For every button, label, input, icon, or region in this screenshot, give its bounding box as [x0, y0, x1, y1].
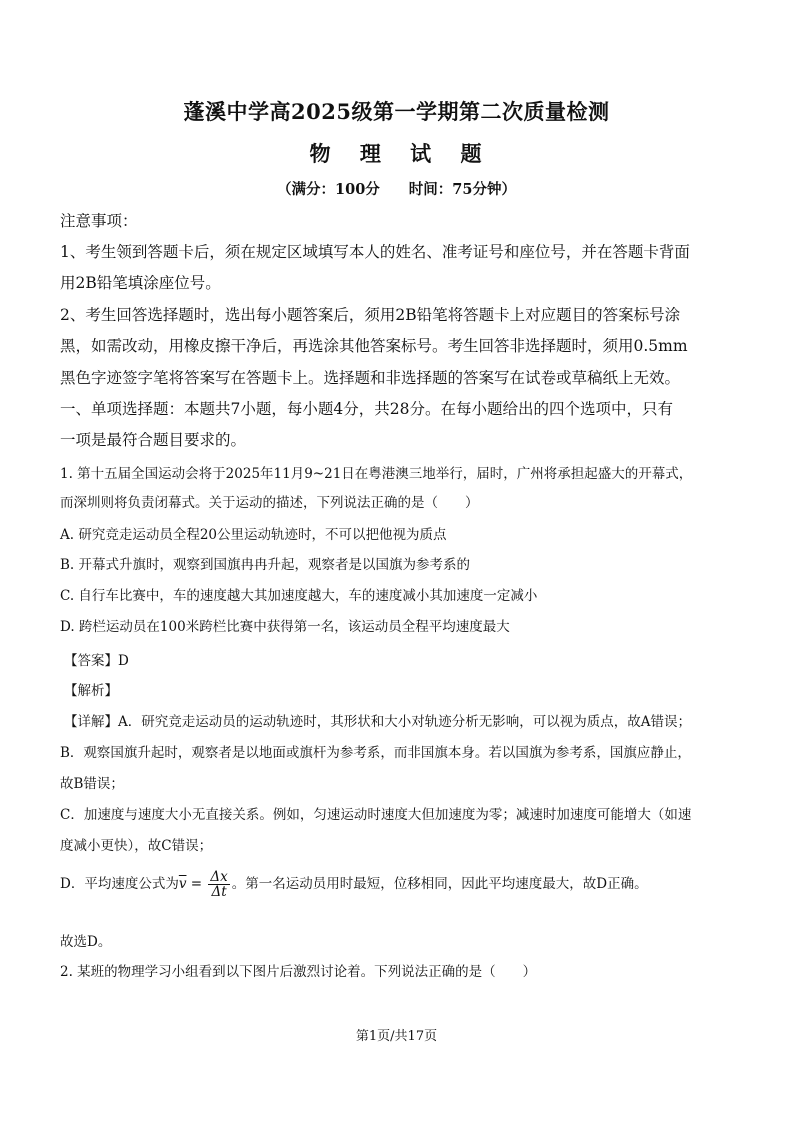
- question-1-stem-line-2: 而深圳则将负责闭幕式。关于运动的描述，下列说法正确的是（ ）: [60, 495, 479, 511]
- question-1-stem-line-1: 1. 第十五届全国运动会将于2025年11月9~21日在粤港澳三地举行，届时，广州将承担起盛大的开幕式，: [60, 466, 693, 482]
- question-1-detail-line-2: B．观察国旗升起时，观察者是以地面或旗杆为参考系，而非国旗本身。若以国旗为参考系，国旗应静止，: [60, 745, 691, 761]
- notes-heading: 注意事项：: [60, 212, 138, 230]
- formula-v-bar: $\overline{v}$: [178, 876, 187, 893]
- note-item-2-line-2: 黑，如需改动，用橡皮擦干净后，再选涂其他答案标号。考生回答非选择题时，须用0.5mm: [60, 337, 688, 355]
- subject-char-2: 理: [359, 141, 383, 166]
- formula-fraction: [208, 870, 229, 899]
- question-1-option-d: D. 跨栏运动员在100米跨栏比赛中获得第一名，该运动员全程平均速度最大: [60, 619, 510, 635]
- subject-char-1: 物: [309, 141, 333, 166]
- question-2-stem: 2. 某班的物理学习小组看到以下图片后激烈讨论着。下列说法正确的是（ ）: [60, 964, 537, 980]
- question-1-detail-line-5: 度减小更快），故C错误；: [60, 838, 213, 854]
- section-1-line-2: 一项是最符合题目要求的。: [60, 431, 247, 449]
- detail-d-suffix: 。第一名运动员用时最短，位移相同，因此平均速度最大，故D正确。: [231, 876, 648, 893]
- note-item-2-line-1: 2、考生回答选择题时，选出每小题答案后，须用2B铅笔将答题卡上对应题目的答案标号涂: [60, 306, 681, 324]
- subject-title: [0, 138, 793, 168]
- question-1-detail-line-3: 故B错误；: [60, 776, 124, 792]
- question-1-option-c: C. 自行车比赛中，车的速度越大其加速度越大，车的速度减小其加速度一定减小: [60, 588, 538, 604]
- detail-d-prefix: D．平均速度公式为: [60, 876, 179, 893]
- question-1-answer: 【答案】D: [64, 653, 129, 669]
- exam-title: 蓬溪中学高2025级第一学期第二次质量检测: [183, 99, 610, 124]
- note-item-1-line-1: 1、考生领到答题卡后，须在规定区域填写本人的姓名、准考证号和座位号，并在答题卡背面: [60, 243, 690, 261]
- page-footer: 第1页/共17页: [355, 1029, 438, 1044]
- section-1-line-1: 一、单项选择题：本题共7小题，每小题4分，共28分。在每小题给出的四个选项中，只有: [60, 400, 673, 418]
- question-1-detail-line-1: 【详解】A．研究竞走运动员的运动轨迹时，其形状和大小对轨迹分析无影响，可以视为质点，故A错误；: [64, 714, 691, 730]
- formula-numerator: Δx: [210, 869, 228, 885]
- question-1-detail-d: [60, 870, 648, 899]
- subject-char-4: 题: [460, 141, 484, 166]
- question-1-analysis-label: 【解析】: [64, 683, 118, 699]
- subject-char-3: 试: [410, 141, 434, 166]
- score-time-info: （满分：100分 时间：75分钟）: [277, 181, 516, 198]
- question-1-option-a: A. 研究竞走运动员全程20公里运动轨迹时，不可以把他视为质点: [60, 527, 447, 543]
- note-item-1-line-2: 用2B铅笔填涂座位号。: [60, 274, 221, 292]
- formula-equals: =: [186, 876, 207, 893]
- question-1-detail-line-4: C．加速度与速度大小无直接关系。例如，匀速运动时速度大但加速度为零；减速时加速度可能增大（如速: [60, 807, 692, 823]
- note-item-2-line-3: 黑色字迹签字笔将答案写在答题卡上。选择题和非选择题的答案写在试卷或草稿纸上无效。: [60, 369, 681, 387]
- question-1-option-b: B. 开幕式升旗时，观察到国旗冉冉升起，观察者是以国旗为参考系的: [60, 557, 471, 573]
- formula-denominator: Δt: [211, 884, 227, 901]
- question-1-conclusion: 故选D。: [60, 934, 112, 950]
